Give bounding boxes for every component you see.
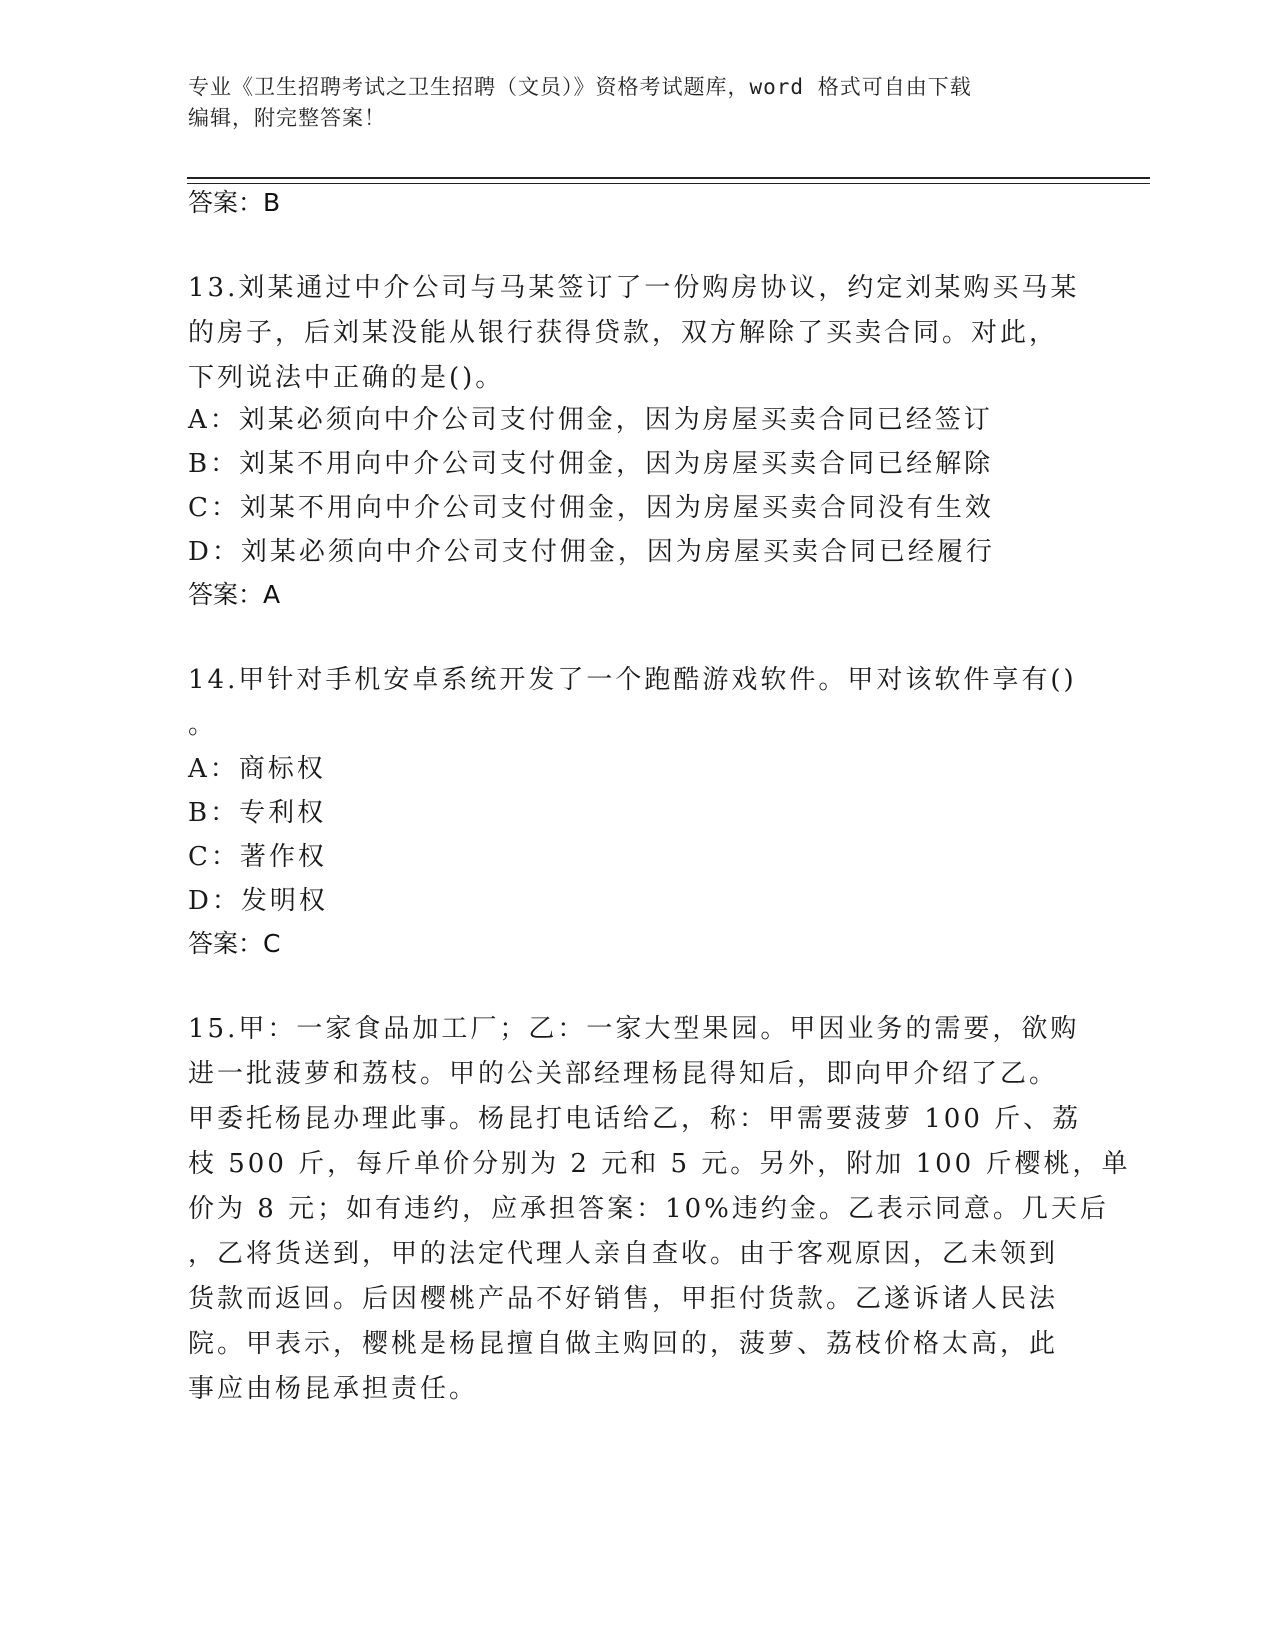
question-13 [188, 266, 1080, 401]
question-13-option-b: B：刘某不用向中介公司支付佣金，因为房屋买卖合同已经解除 [188, 449, 994, 479]
question-line: 13.刘某通过中介公司与马某签订了一份购房协议，约定刘某购买马某 [188, 273, 1080, 303]
question-line: ，乙将货送到，甲的法定代理人亲自查收。由于客观原因，乙未领到 [188, 1239, 1059, 1269]
question-13-option-a: A：刘某必须向中介公司支付佣金，因为房屋买卖合同已经签订 [188, 405, 993, 435]
question-14-option-b: B：专利权 [188, 798, 327, 828]
page-header [188, 72, 1088, 134]
header-line-2: 编辑，附完整答案！ [188, 106, 386, 130]
question-13-option-c: C：刘某不用向中介公司支付佣金，因为房屋买卖合同没有生效 [188, 493, 994, 523]
question-14-option-a: A：商标权 [188, 754, 326, 784]
question-line: 货款而返回。后因樱桃产品不好销售，甲拒付货款。乙遂诉诸人民法 [188, 1284, 1059, 1314]
question-13-option-d: D：刘某必须向中介公司支付佣金，因为房屋买卖合同已经履行 [188, 537, 995, 567]
question-line: 价为 8 元；如有违约，应承担答案：10%违约金。乙表示同意。几天后 [188, 1194, 1109, 1224]
question-line: 下列说法中正确的是()。 [188, 363, 505, 393]
question-14-option-d: D：发明权 [188, 886, 328, 916]
header-line-1: 专业《卫生招聘考试之卫生招聘（文员）》资格考试题库，word 格式可自由下载 [188, 75, 972, 99]
header-divider-thick [187, 177, 1150, 179]
question-line: 事应由杨昆承担责任。 [188, 1374, 479, 1404]
question-line: 院。甲表示，樱桃是杨昆擅自做主购回的，菠萝、荔枝价格太高，此 [188, 1329, 1059, 1359]
question-14 [188, 658, 1077, 748]
question-line: 。 [188, 710, 218, 740]
question-line: 14.甲针对手机安卓系统开发了一个跑酷游戏软件。甲对该软件享有() [188, 665, 1077, 695]
question-line: 甲委托杨昆办理此事。杨昆打电话给乙，称：甲需要菠萝 100 斤、荔 [188, 1104, 1082, 1134]
header-divider-thin [187, 183, 1150, 184]
question-13-answer: 答案：A [188, 580, 281, 609]
question-15 [188, 1007, 1131, 1412]
question-line: 的房子，后刘某没能从银行获得贷款，双方解除了买卖合同。对此， [188, 318, 1059, 348]
question-line: 枝 500 斤，每斤单价分别为 2 元和 5 元。另外，附加 100 斤樱桃，单 [188, 1149, 1131, 1179]
question-14-option-c: C：著作权 [188, 842, 327, 872]
question-line: 进一批菠萝和荔枝。甲的公关部经理杨昆得知后，即向甲介绍了乙。 [188, 1059, 1059, 1089]
question-line: 15.甲：一家食品加工厂；乙：一家大型果园。甲因业务的需要，欲购 [188, 1014, 1080, 1044]
previous-answer: 答案：B [188, 188, 281, 217]
question-14-answer: 答案：C [188, 929, 281, 958]
